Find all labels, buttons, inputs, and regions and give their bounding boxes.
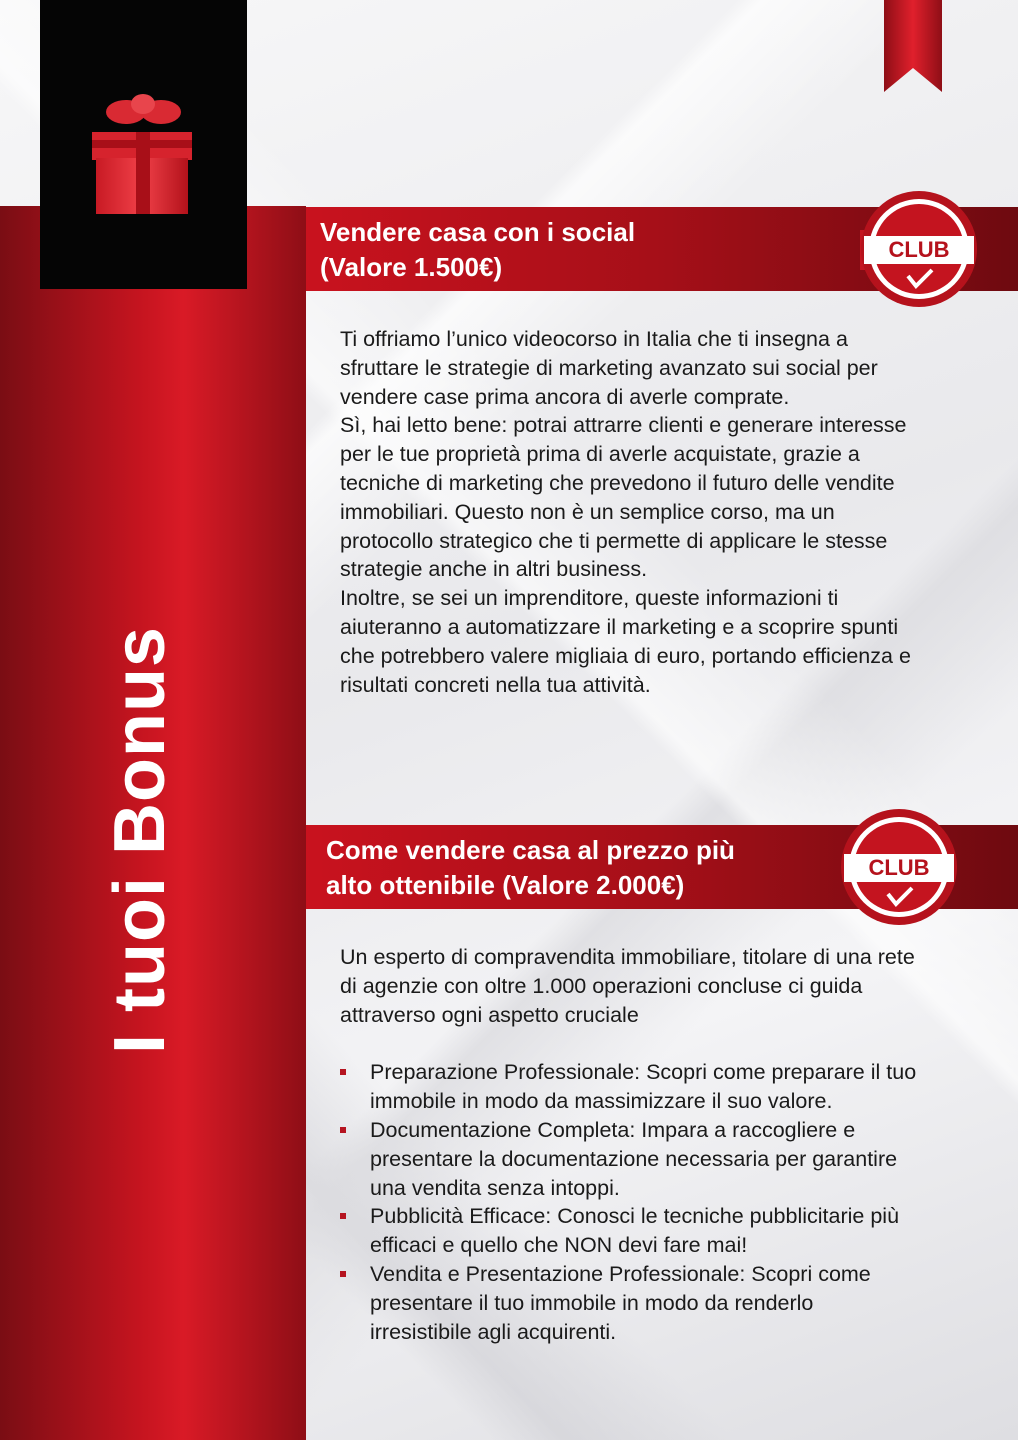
bookmark-ribbon-icon <box>884 0 942 92</box>
paragraph: Ti offriamo l’unico videocorso in Italia che ti insegna a sfruttare le strategie di marketing avanzato sui social per vendere case prima ancora di averle comprate. <box>340 327 878 409</box>
gift-box-icon <box>86 90 201 218</box>
list-item: Documentazione Completa: Impara a raccogliere e presentare la documentazione necessaria per garantire una vendita senza intoppi. <box>340 1116 920 1202</box>
list-item: Vendita e Presentazione Professionale: Scopri come presentare il tuo immobile in modo da renderlo irresistibile agli acquirenti. <box>340 1260 920 1346</box>
section-1-body <box>340 325 920 699</box>
paragraph: Inoltre, se sei un imprenditore, queste informazioni ti aiuteranno a automatizzare il marketing e a scoprire spunti che potrebbero valere migliaia di euro, portando efficienza e risultati concreti nella tua attività. <box>340 586 911 697</box>
club-badge-icon <box>860 190 978 308</box>
section-2-body <box>340 943 920 1346</box>
paragraph: Sì, hai letto bene: potrai attrarre clienti e generare interesse per le tue proprietà prima di averle acquistate, grazie a tecniche di marketing che prevedono il futuro delle vendite immobiliari. Questo non è un semplice corso, ma un protocollo strategico che ti permette di applicare le stesse strategie anche in altri business. <box>340 413 907 582</box>
badge-label: CLUB <box>868 855 930 880</box>
list-item: Preparazione Professionale: Scopri come preparare il tuo immobile in modo da massimizzare il suo valore. <box>340 1058 920 1116</box>
badge-label: CLUB <box>888 237 950 262</box>
list-item: Pubblicità Efficace: Conosci le tecniche pubblicitarie più efficaci e quello che NON devi fare mai! <box>340 1202 920 1260</box>
section-2-title-line2: alto ottenibile (Valore 2.000€) <box>326 870 685 900</box>
section-2-title-line1: Come vendere casa al prezzo più <box>326 835 735 865</box>
side-title: I tuoi Bonus <box>100 626 180 1054</box>
bullet-list <box>340 1058 920 1346</box>
section-1-title-line2: (Valore 1.500€) <box>320 252 503 282</box>
section-1-title-line1: Vendere casa con i social <box>320 217 636 247</box>
gift-panel <box>40 0 247 289</box>
intro-paragraph: Un esperto di compravendita immobiliare, titolare di una rete di agenzie con oltre 1.000 operazioni concluse ci guida attraverso ogni aspetto cruciale <box>340 945 915 1027</box>
club-badge-icon <box>840 808 958 926</box>
